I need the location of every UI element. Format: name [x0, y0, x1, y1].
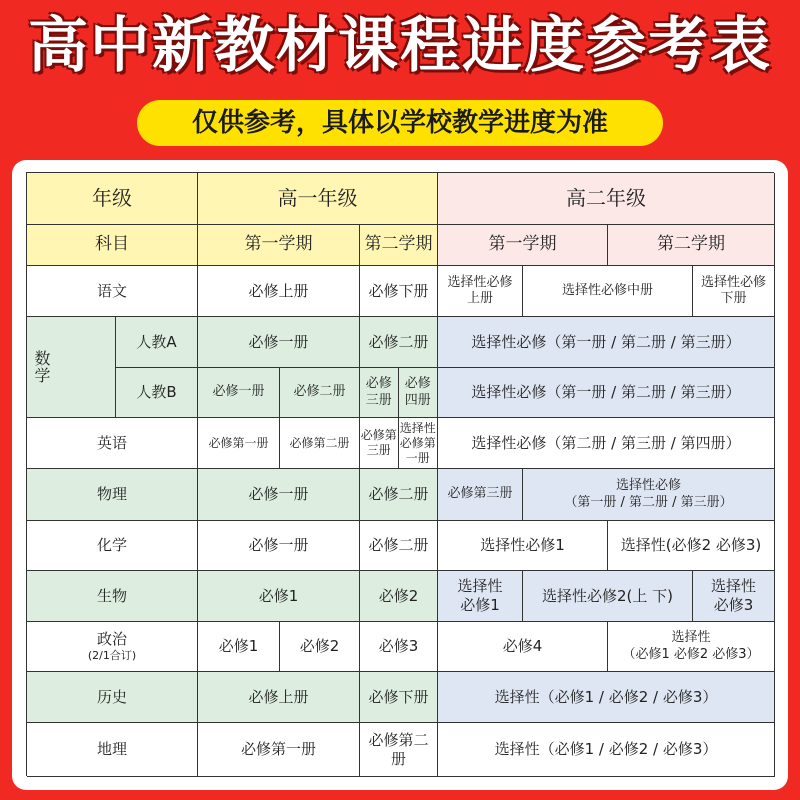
history-g1s2: 必修下册 — [360, 672, 438, 723]
header-g1-sem1: 第一学期 — [198, 225, 360, 266]
physics-g2a: 必修第三册 — [438, 469, 523, 521]
header-grade1: 高一年级 — [198, 173, 438, 225]
biology-g1s2: 必修2 — [360, 571, 438, 622]
math-a-label: 人教A — [116, 317, 198, 368]
chemistry-g1s2: 必修二册 — [360, 521, 438, 571]
politics-g2s2-line1: 选择性 — [671, 630, 711, 646]
english-c4-line1: 选择性 — [399, 420, 436, 435]
math-b-g1s2 — [360, 368, 438, 418]
header-grade-label: 年级 — [27, 173, 198, 225]
chinese-g2a-line1: 选择性必修 — [447, 274, 513, 290]
english-c4 — [399, 421, 438, 466]
politics-g2s2 — [608, 622, 775, 672]
english-c4-line2: 必修第一册 — [399, 435, 436, 465]
chinese-g2c — [693, 266, 775, 317]
history-g2: 选择性（必修1 / 必修2 / 必修3） — [438, 672, 775, 723]
subject-politics — [27, 622, 198, 672]
politics-c1: 必修1 — [198, 622, 280, 672]
biology-g2a — [438, 571, 523, 622]
biology-g1s1: 必修1 — [198, 571, 360, 622]
politics-g2s2-line2: （必修1 必修2 必修3） — [622, 646, 760, 662]
subject-physics: 物理 — [27, 469, 198, 521]
math-b-c2: 必修二册 — [280, 368, 360, 418]
chemistry-g1s1: 必修一册 — [198, 521, 360, 571]
chinese-g2b: 选择性必修中册 — [523, 266, 693, 317]
subject-politics-note: (2/1合订) — [87, 649, 137, 662]
header-g2-sem1: 第一学期 — [438, 225, 608, 266]
subject-math-label: 数学 — [32, 350, 51, 384]
curriculum-table — [26, 172, 774, 776]
english-g1s2 — [360, 418, 438, 469]
biology-g2c — [693, 571, 775, 622]
subject-english: 英语 — [27, 418, 198, 469]
biology-g2c-line2: 必修3 — [713, 596, 754, 614]
subject-biology: 生物 — [27, 571, 198, 622]
header-subject-label: 科目 — [27, 225, 198, 266]
subject-math — [27, 317, 116, 418]
math-b-c3: 必修三册 — [360, 368, 399, 417]
math-b-c1: 必修一册 — [198, 368, 280, 418]
disclaimer-banner: 仅供参考，具体以学校教学进度为准 — [137, 100, 663, 146]
chinese-g2c-line2: 下册 — [720, 291, 747, 306]
math-b-g2: 选择性必修（第一册 / 第二册 / 第三册） — [438, 368, 775, 418]
math-a-g1s2: 必修二册 — [360, 317, 438, 368]
math-b-c4: 必修四册 — [404, 376, 431, 408]
chemistry-g2s1: 选择性必修1 — [438, 521, 608, 571]
biology-g2b: 选择性必修2(上 下) — [523, 571, 693, 622]
math-b-label: 人教B — [116, 368, 198, 418]
math-a-g1s1: 必修一册 — [198, 317, 360, 368]
geography-g1s2: 必修第二册 — [360, 723, 438, 777]
subject-chemistry: 化学 — [27, 521, 198, 571]
page-title: 高中新教材课程进度参考表 — [28, 11, 772, 81]
physics-g2b-line2: （第一册 / 第二册 / 第三册） — [564, 494, 733, 510]
physics-g1s1: 必修一册 — [198, 469, 360, 521]
subject-geography: 地理 — [27, 723, 198, 777]
biology-g2a-line1: 选择性 — [457, 577, 503, 596]
physics-g2b — [523, 469, 775, 521]
english-g2: 选择性必修（第二册 / 第三册 / 第四册） — [438, 418, 775, 469]
geography-g1s1: 必修第一册 — [198, 723, 360, 777]
english-c3: 必修第三册 — [360, 418, 399, 468]
history-g1s1: 必修上册 — [198, 672, 360, 723]
geography-g2: 选择性（必修1 / 必修2 / 必修3） — [438, 723, 775, 777]
subject-politics-label: 政治 — [96, 630, 127, 649]
chinese-g1s1: 必修上册 — [198, 266, 360, 317]
chinese-g2a — [438, 266, 523, 317]
politics-g2s1: 必修4 — [438, 622, 608, 672]
biology-g2a-line2: 必修1 — [460, 596, 500, 614]
physics-g1s2: 必修二册 — [360, 469, 438, 521]
header-g2-sem2: 第二学期 — [608, 225, 775, 266]
chemistry-g2s2: 选择性(必修2 必修3) — [608, 521, 775, 571]
english-c1: 必修第一册 — [198, 418, 280, 469]
header-grade2: 高二年级 — [438, 173, 775, 225]
politics-c2: 必修2 — [280, 622, 360, 672]
subject-chinese: 语文 — [27, 266, 198, 317]
subject-history: 历史 — [27, 672, 198, 723]
header-g1-sem2: 第二学期 — [360, 225, 438, 266]
biology-g2c-line1: 选择性 — [710, 577, 756, 596]
english-c2: 必修第二册 — [280, 418, 360, 469]
chinese-g1s2: 必修下册 — [360, 266, 438, 317]
chinese-g2a-line2: 上册 — [466, 291, 493, 306]
physics-g2b-line1: 选择性必修 — [615, 478, 681, 494]
chinese-g2c-line1: 选择性必修 — [700, 274, 766, 290]
politics-g1s2: 必修3 — [360, 622, 438, 672]
math-a-g2: 选择性必修（第一册 / 第二册 / 第三册） — [438, 317, 775, 368]
